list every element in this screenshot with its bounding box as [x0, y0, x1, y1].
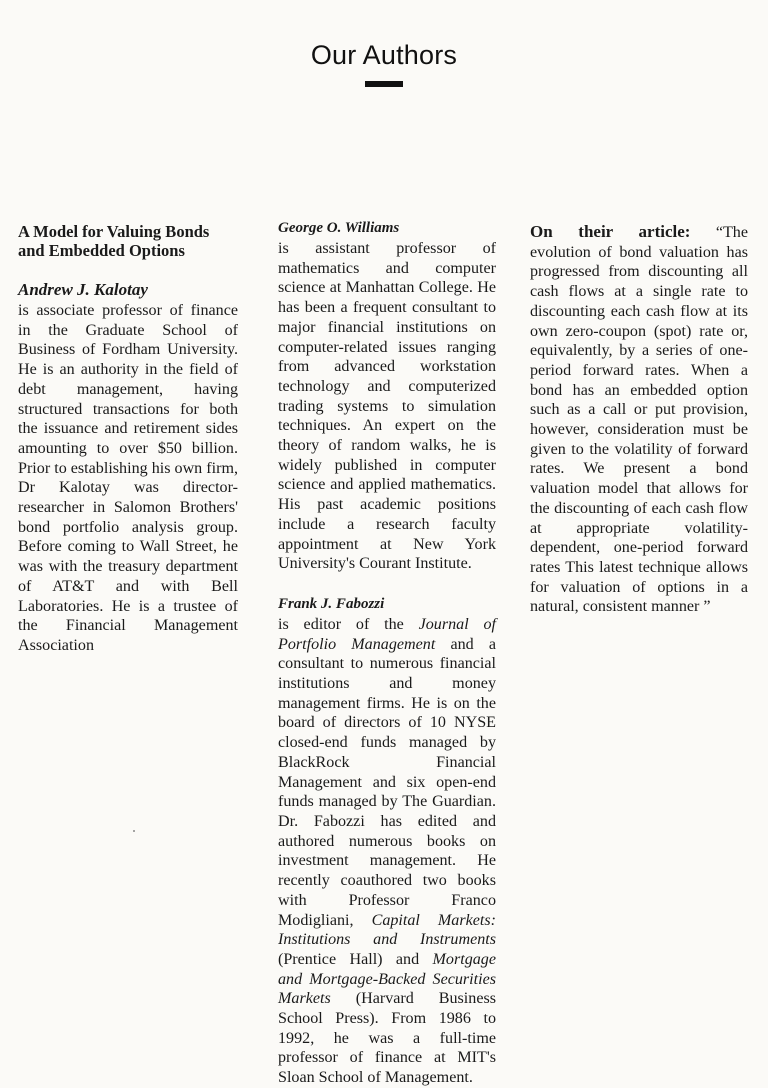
page-title: Our Authors	[310, 40, 458, 70]
author-name-williams: George O. Williams	[278, 220, 400, 236]
article-summary	[530, 222, 748, 617]
bio-segment: is editor of the	[278, 615, 419, 633]
summary-lead: On their article:	[530, 222, 691, 241]
author-bio-fabozzi	[278, 615, 496, 1088]
column-1	[18, 222, 238, 656]
author-name-fabozzi: Frank J. Fabozzi	[278, 595, 385, 612]
column-2	[278, 218, 496, 1088]
bio-segment: and a consultant to numerous financial institutions and money management firms. He is on the board of directors of 10 NYSE closed-end funds managed by BlackRock Financial Management and six open-end funds managed by The Guardian. Dr. Fabozzi has edited and authored numerous books on investment management. He recently coauthored two books with Professor Franco Modigliani,	[278, 635, 496, 929]
author-bio-kalotay	[18, 301, 238, 656]
author-name-kalotay: Andrew J. Kalotay	[18, 280, 148, 299]
bio-text	[278, 615, 496, 1088]
author-bio-williams	[278, 239, 496, 574]
summary-quote: “The evolution of bond valuation has progressed from discounting all cash flows at a single rate to discounting each cash flow at its own zero-coupon (spot) rate or, equivalently, by a series of one-period forward rates. When a bond has an embedded option such as a call or put provision, however, consideration must be given to the volatility of forward rates. We present a bond valuation model that allows for the discounting of each cash flow at appropriate volatility-dependent, one-period forward rates This latest technique allows for valuation of options in a natural, consistent manner ”	[530, 224, 748, 616]
column-3	[530, 222, 748, 617]
bio-text: is assistant professor of mathematics and computer science at Manhattan College. He has been a frequent consultant to major financial institutions on computer-related issues ranging from advanced workstation technology and computerized trading systems to simulation techniques. An expert on the theory of random walks, he is widely published in computer science and applied mathematics. His past academic positions include a research faculty appointment at New York University's Courant Institute.	[278, 240, 496, 573]
bio-segment: (Harvard Business School Press). From 1986 to 1992, he was a full-time professor of finance at MIT's Sloan School of Management.	[278, 990, 496, 1087]
journal-title: Journal of Portfolio Management	[278, 615, 497, 653]
title-rule	[365, 81, 403, 87]
spacer	[278, 574, 496, 594]
article-title: A Model for Valuing Bonds and Embedded Options	[18, 222, 210, 260]
scan-speck	[133, 830, 135, 832]
book-title: Capital Markets: Institutions and Instruments	[278, 911, 496, 949]
bio-text: is associate professor of finance in the Graduate School of Business of Fordham University. He is an authority in the field of debt management, having structured transactions for both the issuance and retirement sides amounting to over $50 billion. Prior to establishing his own firm, Dr Kalotay was director-researcher in Salomon Brothers' bond portfolio analysis group. Before coming to Wall Street, he was with the treasury department of AT&T and with Bell Laboratories. He is a trustee of the Financial Management Association	[18, 302, 238, 654]
summary-text	[530, 222, 748, 617]
page-header	[0, 40, 768, 87]
book-title: Mortgage and Mortgage-Backed Securities Markets	[278, 950, 496, 1008]
bio-segment: (Prentice Hall) and	[278, 950, 433, 968]
